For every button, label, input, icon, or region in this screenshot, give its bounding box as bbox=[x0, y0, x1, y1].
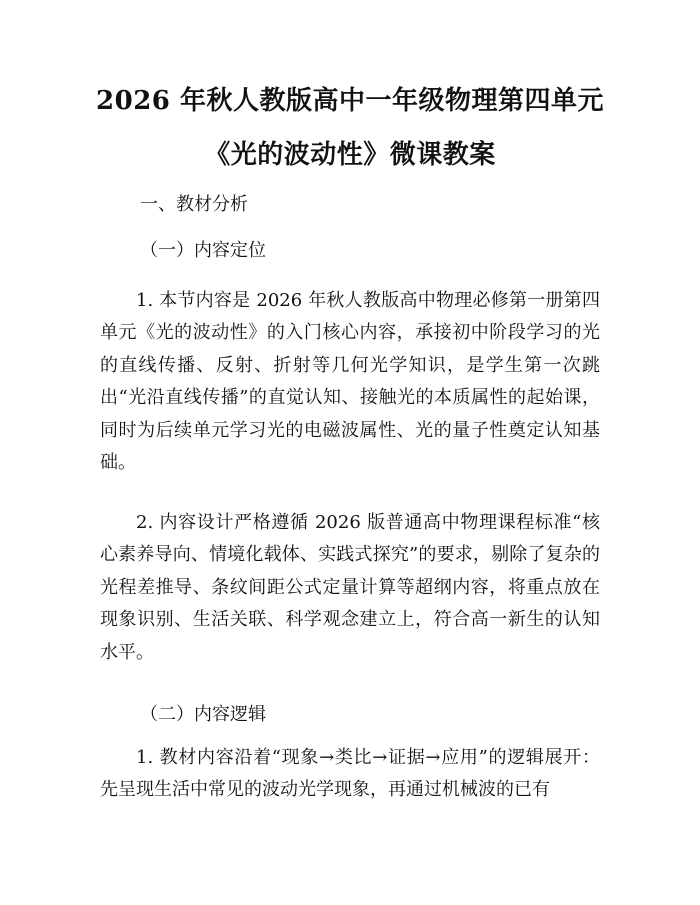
section-heading-textbook-analysis: 一、教材分析 bbox=[140, 194, 248, 215]
document-title-line-1: 2026 年秋人教版高中一年级物理第四单元 bbox=[96, 86, 604, 116]
subsection-heading-content-positioning: （一）内容定位 bbox=[140, 240, 266, 261]
paragraph-content-positioning-2: 2. 内容设计严格遵循 2026 版普通高中物理课程标准“核心素养导向、情境化载体、实践式探究”的要求，剔除了复杂的光程差推导、条纹间距公式定量计算等超纲内容，将重点放在现象识别、生活关联、科学观念建立上，符合高一新生的认知水平。 bbox=[100, 512, 600, 663]
paragraph-content-logic-1: 1. 教材内容沿着“现象→类比→证据→应用”的逻辑展开：先呈现生活中常见的波动光学现象，再通过机械波的已有 bbox=[100, 747, 600, 801]
subsection-heading-content-logic: （二）内容逻辑 bbox=[140, 704, 266, 725]
paragraph-content-positioning-1: 1. 本节内容是 2026 年秋人教版高中物理必修第一册第四单元《光的波动性》的入门核心内容，承接初中阶段学习的光的直线传播、反射、折射等几何光学知识，是学生第一次跳出“光沿直线传播”的直觉认知、接触光的本质属性的起始课，同时为后续单元学习光的电磁波属性、光的量子性奠定认知基础。 bbox=[100, 290, 600, 474]
document-title-line-2: 《光的波动性》微课教案 bbox=[204, 140, 496, 170]
